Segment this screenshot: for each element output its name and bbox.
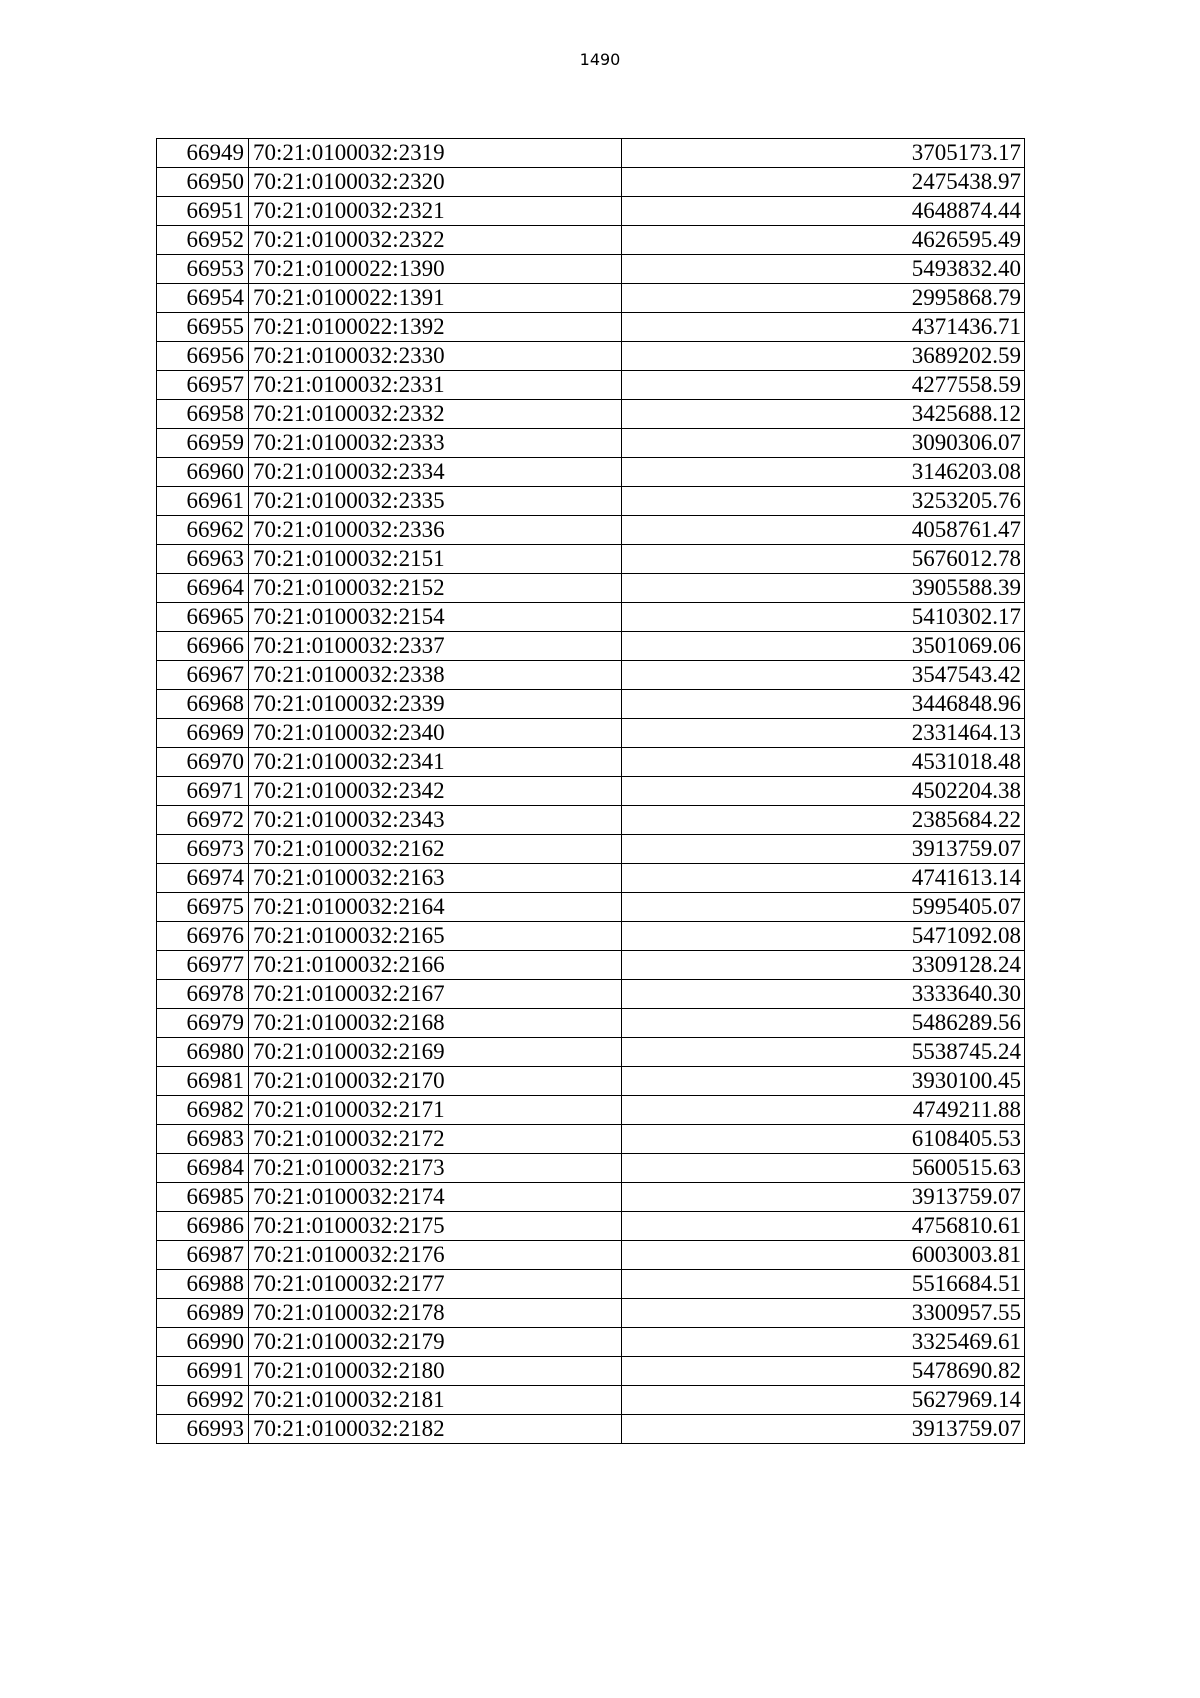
cadastral-value-cell: 3501069.06 (622, 632, 1025, 661)
cadastral-value-cell: 2995868.79 (622, 284, 1025, 313)
cadastral-number-cell: 70:21:0100032:2179 (249, 1328, 622, 1357)
cadastral-value-cell: 3913759.07 (622, 1415, 1025, 1444)
cadastral-number-cell: 70:21:0100032:2175 (249, 1212, 622, 1241)
cadastral-value-cell: 3547543.42 (622, 661, 1025, 690)
table-row (157, 835, 1025, 864)
cadastral-number-cell: 70:21:0100032:2181 (249, 1386, 622, 1415)
cadastral-value-table (156, 138, 1025, 1444)
table-row (157, 1212, 1025, 1241)
cadastral-number-cell: 70:21:0100032:2333 (249, 429, 622, 458)
table-row (157, 893, 1025, 922)
cadastral-number-cell: 70:21:0100032:2339 (249, 690, 622, 719)
cadastral-number-cell: 70:21:0100032:2343 (249, 806, 622, 835)
table-row (157, 1270, 1025, 1299)
row-number-cell: 66952 (157, 226, 249, 255)
table-row (157, 719, 1025, 748)
row-number-cell: 66967 (157, 661, 249, 690)
table-row (157, 748, 1025, 777)
cadastral-value-cell: 2331464.13 (622, 719, 1025, 748)
table-row (157, 632, 1025, 661)
table-row (157, 1125, 1025, 1154)
table-row (157, 951, 1025, 980)
cadastral-number-cell: 70:21:0100032:2176 (249, 1241, 622, 1270)
page-number: 1490 (579, 50, 621, 69)
table-row (157, 1009, 1025, 1038)
cadastral-value-cell: 3090306.07 (622, 429, 1025, 458)
row-number-cell: 66957 (157, 371, 249, 400)
cadastral-number-cell: 70:21:0100032:2167 (249, 980, 622, 1009)
row-number-cell: 66955 (157, 313, 249, 342)
table-row (157, 284, 1025, 313)
row-number-cell: 66972 (157, 806, 249, 835)
cadastral-value-cell: 3930100.45 (622, 1067, 1025, 1096)
cadastral-value-cell: 3446848.96 (622, 690, 1025, 719)
table-row (157, 1183, 1025, 1212)
cadastral-number-cell: 70:21:0100032:2151 (249, 545, 622, 574)
row-number-cell: 66959 (157, 429, 249, 458)
row-number-cell: 66953 (157, 255, 249, 284)
cadastral-number-cell: 70:21:0100032:2177 (249, 1270, 622, 1299)
table-row (157, 226, 1025, 255)
table-row (157, 1241, 1025, 1270)
cadastral-number-cell: 70:21:0100032:2334 (249, 458, 622, 487)
row-number-cell: 66989 (157, 1299, 249, 1328)
cadastral-number-cell: 70:21:0100032:2171 (249, 1096, 622, 1125)
cadastral-number-cell: 70:21:0100032:2337 (249, 632, 622, 661)
row-number-cell: 66960 (157, 458, 249, 487)
table-row (157, 1067, 1025, 1096)
row-number-cell: 66983 (157, 1125, 249, 1154)
cadastral-value-cell: 3333640.30 (622, 980, 1025, 1009)
cadastral-value-cell: 5676012.78 (622, 545, 1025, 574)
cadastral-value-cell: 4277558.59 (622, 371, 1025, 400)
cadastral-value-cell: 4756810.61 (622, 1212, 1025, 1241)
row-number-cell: 66950 (157, 168, 249, 197)
row-number-cell: 66992 (157, 1386, 249, 1415)
table-row (157, 487, 1025, 516)
row-number-cell: 66969 (157, 719, 249, 748)
cadastral-value-cell: 4749211.88 (622, 1096, 1025, 1125)
cadastral-value-cell: 2475438.97 (622, 168, 1025, 197)
table-row (157, 458, 1025, 487)
cadastral-value-cell: 3913759.07 (622, 1183, 1025, 1212)
table-row (157, 690, 1025, 719)
cadastral-value-cell: 4648874.44 (622, 197, 1025, 226)
table-row (157, 516, 1025, 545)
cadastral-number-cell: 70:21:0100032:2330 (249, 342, 622, 371)
cadastral-value-cell: 5493832.40 (622, 255, 1025, 284)
row-number-cell: 66968 (157, 690, 249, 719)
cadastral-number-cell: 70:21:0100032:2152 (249, 574, 622, 603)
cadastral-number-cell: 70:21:0100022:1390 (249, 255, 622, 284)
row-number-cell: 66981 (157, 1067, 249, 1096)
table-row (157, 429, 1025, 458)
cadastral-value-cell: 5516684.51 (622, 1270, 1025, 1299)
table-row (157, 1299, 1025, 1328)
row-number-cell: 66954 (157, 284, 249, 313)
cadastral-number-cell: 70:21:0100032:2340 (249, 719, 622, 748)
row-number-cell: 66973 (157, 835, 249, 864)
row-number-cell: 66961 (157, 487, 249, 516)
table-row (157, 1154, 1025, 1183)
cadastral-number-cell: 70:21:0100032:2336 (249, 516, 622, 545)
cadastral-number-cell: 70:21:0100022:1392 (249, 313, 622, 342)
cadastral-value-cell: 5471092.08 (622, 922, 1025, 951)
row-number-cell: 66965 (157, 603, 249, 632)
cadastral-value-cell: 3913759.07 (622, 835, 1025, 864)
table-row (157, 545, 1025, 574)
cadastral-number-cell: 70:21:0100032:2174 (249, 1183, 622, 1212)
row-number-cell: 66988 (157, 1270, 249, 1299)
cadastral-number-cell: 70:21:0100032:2335 (249, 487, 622, 516)
row-number-cell: 66976 (157, 922, 249, 951)
cadastral-value-cell: 5410302.17 (622, 603, 1025, 632)
cadastral-number-cell: 70:21:0100032:2165 (249, 922, 622, 951)
cadastral-value-cell: 5600515.63 (622, 1154, 1025, 1183)
row-number-cell: 66956 (157, 342, 249, 371)
cadastral-value-cell: 5538745.24 (622, 1038, 1025, 1067)
cadastral-value-cell: 6003003.81 (622, 1241, 1025, 1270)
table-row (157, 371, 1025, 400)
table-row (157, 313, 1025, 342)
cadastral-number-cell: 70:21:0100032:2162 (249, 835, 622, 864)
cadastral-number-cell: 70:21:0100032:2180 (249, 1357, 622, 1386)
table-row (157, 922, 1025, 951)
cadastral-number-cell: 70:21:0100032:2319 (249, 139, 622, 168)
cadastral-number-cell: 70:21:0100032:2173 (249, 1154, 622, 1183)
table-row (157, 139, 1025, 168)
table-row (157, 1096, 1025, 1125)
table-row (157, 1328, 1025, 1357)
table-row (157, 864, 1025, 893)
table-row (157, 661, 1025, 690)
table-row (157, 777, 1025, 806)
cadastral-value-cell: 5995405.07 (622, 893, 1025, 922)
row-number-cell: 66978 (157, 980, 249, 1009)
row-number-cell: 66971 (157, 777, 249, 806)
row-number-cell: 66962 (157, 516, 249, 545)
cadastral-value-cell: 4741613.14 (622, 864, 1025, 893)
cadastral-value-cell: 3325469.61 (622, 1328, 1025, 1357)
cadastral-number-cell: 70:21:0100032:2170 (249, 1067, 622, 1096)
cadastral-number-cell: 70:21:0100032:2338 (249, 661, 622, 690)
cadastral-number-cell: 70:21:0100032:2166 (249, 951, 622, 980)
cadastral-number-cell: 70:21:0100032:2332 (249, 400, 622, 429)
cadastral-number-cell: 70:21:0100032:2168 (249, 1009, 622, 1038)
table-row (157, 980, 1025, 1009)
table-row (157, 603, 1025, 632)
row-number-cell: 66970 (157, 748, 249, 777)
table-row (157, 197, 1025, 226)
table-body (157, 139, 1025, 1444)
cadastral-number-cell: 70:21:0100032:2182 (249, 1415, 622, 1444)
cadastral-value-cell: 4531018.48 (622, 748, 1025, 777)
cadastral-value-cell: 6108405.53 (622, 1125, 1025, 1154)
cadastral-number-cell: 70:21:0100032:2331 (249, 371, 622, 400)
row-number-cell: 66951 (157, 197, 249, 226)
row-number-cell: 66964 (157, 574, 249, 603)
table-row (157, 1357, 1025, 1386)
cadastral-value-cell: 3705173.17 (622, 139, 1025, 168)
row-number-cell: 66991 (157, 1357, 249, 1386)
row-number-cell: 66963 (157, 545, 249, 574)
cadastral-value-cell: 3309128.24 (622, 951, 1025, 980)
row-number-cell: 66985 (157, 1183, 249, 1212)
row-number-cell: 66949 (157, 139, 249, 168)
cadastral-value-cell: 5627969.14 (622, 1386, 1025, 1415)
cadastral-value-cell: 3253205.76 (622, 487, 1025, 516)
cadastral-value-cell: 4626595.49 (622, 226, 1025, 255)
table-row (157, 1415, 1025, 1444)
row-number-cell: 66958 (157, 400, 249, 429)
cadastral-value-cell: 3689202.59 (622, 342, 1025, 371)
row-number-cell: 66993 (157, 1415, 249, 1444)
table-row (157, 342, 1025, 371)
cadastral-value-cell: 5478690.82 (622, 1357, 1025, 1386)
row-number-cell: 66975 (157, 893, 249, 922)
cadastral-number-cell: 70:21:0100032:2164 (249, 893, 622, 922)
cadastral-number-cell: 70:21:0100032:2169 (249, 1038, 622, 1067)
cadastral-number-cell: 70:21:0100032:2341 (249, 748, 622, 777)
row-number-cell: 66974 (157, 864, 249, 893)
row-number-cell: 66966 (157, 632, 249, 661)
cadastral-number-cell: 70:21:0100032:2172 (249, 1125, 622, 1154)
cadastral-value-cell: 2385684.22 (622, 806, 1025, 835)
cadastral-number-cell: 70:21:0100032:2342 (249, 777, 622, 806)
cadastral-number-cell: 70:21:0100032:2321 (249, 197, 622, 226)
row-number-cell: 66979 (157, 1009, 249, 1038)
row-number-cell: 66986 (157, 1212, 249, 1241)
cadastral-value-cell: 3146203.08 (622, 458, 1025, 487)
cadastral-number-cell: 70:21:0100032:2154 (249, 603, 622, 632)
cadastral-value-cell: 4371436.71 (622, 313, 1025, 342)
cadastral-value-cell: 5486289.56 (622, 1009, 1025, 1038)
row-number-cell: 66982 (157, 1096, 249, 1125)
cadastral-number-cell: 70:21:0100032:2178 (249, 1299, 622, 1328)
cadastral-value-cell: 4058761.47 (622, 516, 1025, 545)
table-row (157, 168, 1025, 197)
row-number-cell: 66990 (157, 1328, 249, 1357)
cadastral-number-cell: 70:21:0100032:2320 (249, 168, 622, 197)
cadastral-number-cell: 70:21:0100032:2322 (249, 226, 622, 255)
table-row (157, 574, 1025, 603)
row-number-cell: 66977 (157, 951, 249, 980)
table-row (157, 1038, 1025, 1067)
table-row (157, 255, 1025, 284)
cadastral-number-cell: 70:21:0100032:2163 (249, 864, 622, 893)
cadastral-value-cell: 3300957.55 (622, 1299, 1025, 1328)
table-row (157, 806, 1025, 835)
table-row (157, 400, 1025, 429)
row-number-cell: 66980 (157, 1038, 249, 1067)
row-number-cell: 66987 (157, 1241, 249, 1270)
cadastral-value-cell: 4502204.38 (622, 777, 1025, 806)
cadastral-value-cell: 3905588.39 (622, 574, 1025, 603)
cadastral-value-cell: 3425688.12 (622, 400, 1025, 429)
row-number-cell: 66984 (157, 1154, 249, 1183)
cadastral-number-cell: 70:21:0100022:1391 (249, 284, 622, 313)
table-row (157, 1386, 1025, 1415)
